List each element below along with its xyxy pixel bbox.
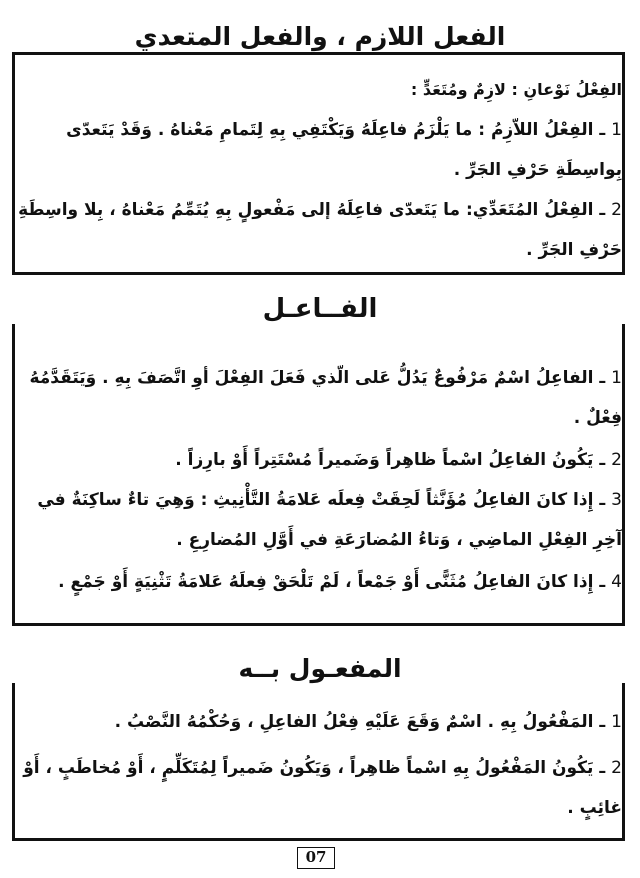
section-title-text: المفعـول بــه	[224, 654, 415, 683]
item-number: 1	[611, 712, 622, 732]
item-text: ـ إِذا كانَ الفاعِلُ مُثَنًّى أَوْ جَمْعاً ، لَمْ تَلْحَقْ فِعلَهُ عَلامَةُ تَثْنِيَةٍ أَوْ جَمْعٍ .	[58, 572, 606, 592]
item-text: ـ الفِعْلُ المُتَعَدِّي: ما يَتَعدّى فاعِلَهُ إلى مَفْعولٍ بِهِ يُتَمِّمُ مَعْناهُ ، بِلا واسِطَةِ حَرْفِ الجَرِّ .	[18, 200, 622, 260]
item-text: ـ الفِعْلُ اللاّزِمُ : ما يَلْزَمُ فاعِلَهُ وَيَكْتَفِي بِهِ لِتَمامِ مَعْناهُ . وَقَدْ يَتَعدّى بِواسِطَةِ حَرْفِ الجَرِّ .	[66, 120, 622, 180]
section3-item-2	[18, 748, 622, 828]
item-text: ـ الفاعِلُ اسْمٌ مَرْفُوعٌ يَدُلُّ عَلى الّذي فَعَلَ الفِعْلَ أوِ اتَّصَفَ بِهِ . وَيَتَقَدَّمُهُ فِعْلٌ .	[29, 368, 622, 428]
page-number: 07	[297, 847, 335, 869]
section-title-subject	[0, 294, 640, 324]
section-title-text: الفعل اللازم ، والفعل المتعدي	[121, 22, 520, 51]
section2-item-4	[18, 562, 622, 602]
section1-item-1	[18, 110, 622, 190]
item-number: 2	[611, 200, 622, 220]
item-number: 2	[611, 450, 622, 470]
item-text: ـ يَكُونُ المَفْعُولُ بِهِ اسْماً ظاهِراً ، وَيَكُونُ ضَميراً لِمُتَكَلِّمٍ ، أَوْ مُخاطَبٍ ، أَوْ غائِبٍ .	[23, 758, 622, 818]
section1-item-2	[18, 190, 622, 270]
item-number: 1	[611, 120, 622, 140]
section2-item-1	[18, 358, 622, 438]
section-title-text: الفــاعـل	[249, 294, 392, 324]
item-number: 4	[611, 572, 622, 592]
section-title-object	[0, 654, 640, 683]
section-title-verb-types	[0, 22, 640, 51]
item-number: 2	[611, 758, 622, 778]
section3-item-1	[18, 702, 622, 742]
item-number: 3	[611, 490, 622, 510]
item-text: ـ المَفْعُولُ بِهِ . اسْمٌ وَقَعَ عَلَيْهِ فِعْلُ الفاعِلِ ، وَحُكْمُهُ النَّصْبُ .	[114, 712, 606, 732]
item-number: 1	[611, 368, 622, 388]
item-text: ـ يَكُونُ الفاعِلُ اسْماً ظاهِراً وَضَميراً مُسْتَتِراً أَوْ بارِزاً .	[175, 450, 606, 470]
section2-item-2	[18, 440, 622, 480]
section1-intro: الفِعْلُ نَوْعانِ : لازِمٌ ومُتَعَدٍّ :	[410, 80, 622, 99]
item-text: ـ إِذا كانَ الفاعِلُ مُؤَنَّثاً لَحِقَتْ فِعلَه عَلامَةُ التَّأْنِيثِ : وَهِيَ تاءٌ ساكِنَةٌ في آخِرِ الفِعْلِ الماضِي ، وَتاءُ المُضارَعَةِ في أَوَّلِ المُضارِعِ .	[37, 490, 622, 550]
section2-item-3	[18, 480, 622, 560]
